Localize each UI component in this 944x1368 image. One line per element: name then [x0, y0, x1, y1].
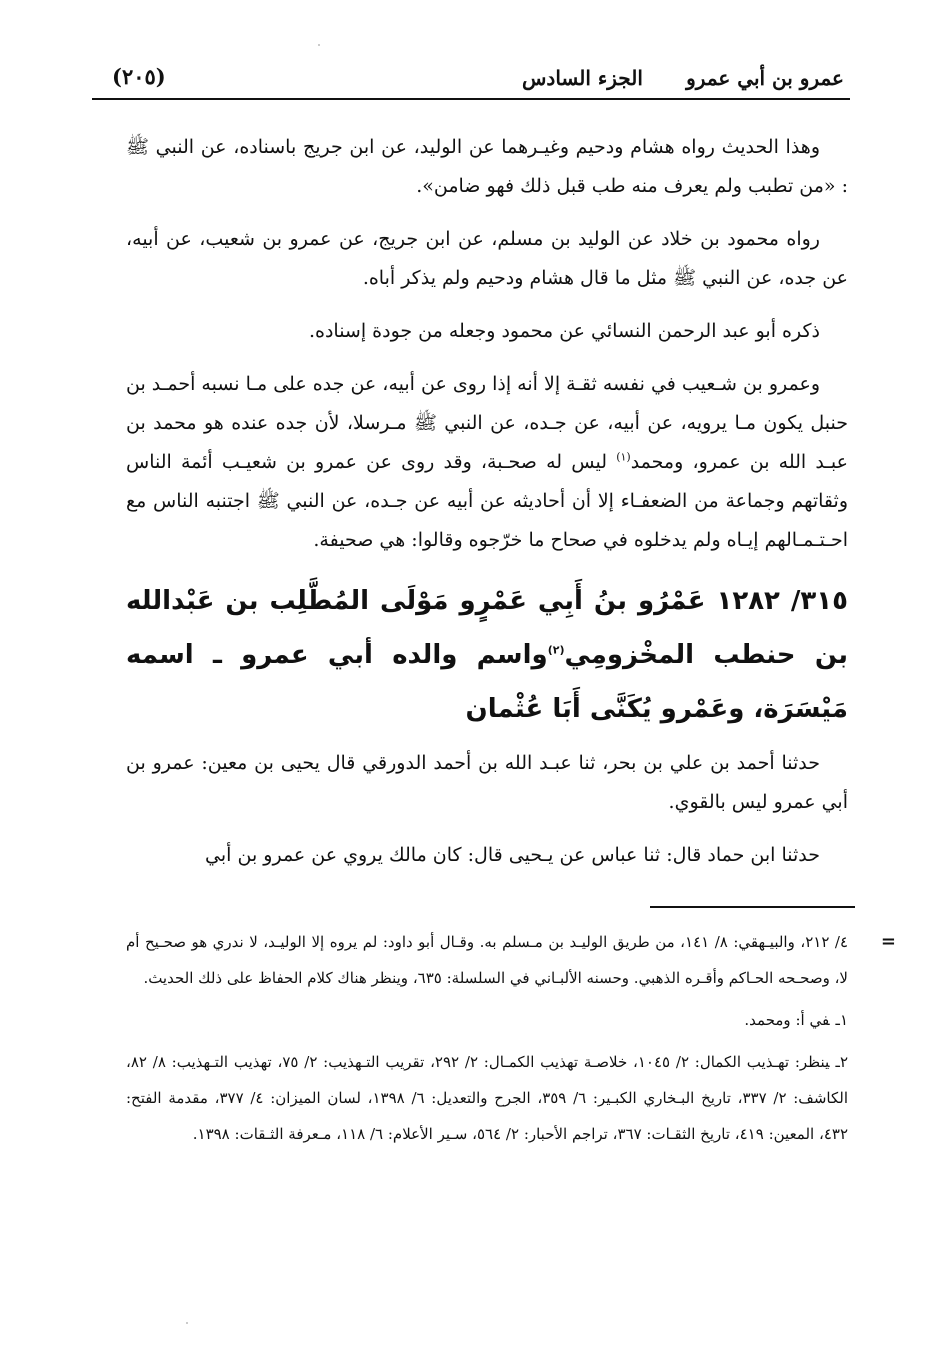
footnote-1-number: ١ـ: [835, 1011, 848, 1029]
paragraph-6: حدثنا ابن حماد قال: ثنا عباس عن يـحيى قال: كان مالك يروي عن عمرو بن أبي: [205, 844, 820, 866]
footnotes: [126, 924, 896, 1158]
scan-speck: [318, 44, 320, 46]
running-header: [92, 58, 850, 100]
footnote-separator: [650, 906, 855, 908]
scan-speck: [186, 1322, 188, 1324]
paragraph-4: [126, 365, 848, 560]
running-title: عمرو بن أبي عمرو: [686, 66, 844, 90]
entry-heading-part-b: واسم والده أبي عمرو ـ اسمه مَيْسَرَة، وعَمْرو يُكَنَّى أَبَا عُثْمان: [126, 640, 848, 724]
footnote-1-text: في أ: ومحمد.: [744, 1011, 830, 1029]
entry-heading-part-a: ٣١٥/ ١٢٨٢ عَمْرُو بنُ أَبِي عَمْرٍو مَوْلَى المُطَّلِب بن عَبْدالله بن حنطب المخْزومِي: [126, 586, 848, 670]
paragraph-4-part-b: ليس له صحـبة، وقد روى عن عمرو بن شعيـب أئمة الناس وثقاتهم وجماعة من الضعفـاء إلا أن أحاديثه عن أبيه عن جـده، عن النبي ﷺ اجتنبه الناس مع احـتـمـالهم إيـاه ولم يدخلوه في صحاح ما خرّجوه وقالوا: هي صحيفة.: [126, 451, 848, 551]
footnote-continuation: [126, 924, 896, 996]
footnote-ref-1: (١): [616, 450, 631, 464]
footnote-2: [126, 1044, 848, 1152]
footnote-1: [126, 1002, 848, 1038]
continuation-text: ٤/ ٢١٢، والبيـهقي: ٨/ ١٤١، من طريق الوليـد بن مـسلم به. وقـال أبو داود: لم يروه إلا الوليـد، لا ندري هو صحـيح أم لا، وصحـحه الحـاكم وأقـره الذهبي. وحسنه الألبـاني في السلسلة: ٦٣٥، وينظر هناك كلام الحفاظ على ذلك الحديث.: [126, 933, 849, 987]
page-number: (٢٠٥): [112, 64, 166, 89]
paragraph-3: ذكره أبو عبد الرحمن النسائي عن محمود وجعله من جودة إسناده.: [308, 320, 820, 342]
footnote-2-text: ينظر: تهـذيب الكمال: ٢/ ١٠٤٥، خلاصـة تهذيب الكمـال: ٢/ ٢٩٢، تقريب التـهذيب: ٢/ ٧٥، تهذيب التـهذيب: ٨/ ٨٢، الكاشف: ٢/ ٣٣٧، تاريخ البـخاري الكبـير: ٦/ ٣٥٩، الجرح والتعديل: ٦/ ١٣٩٨، لسان الميزان: ٤/ ٣٧٧، مقدمة الفتح: ٤٣٢، المعين: ٤١٩، تاريخ الثقـات: ٣٦٧، تراجم الأحبار: ٢/ ٥٦٤، سـير الأعلام: ٦/ ١١٨، مـعرفة الثـقات: ١٣٩٨.: [126, 1053, 848, 1143]
entry-heading: [126, 574, 848, 736]
footnote-ref-2: (٢): [547, 643, 565, 657]
paragraph-4-part-a: وعمرو بن شـعيب في نفسه ثقـة إلا أنه إذا روى عن أبيه، عن جده على مـا نسبه أحمـد بن حنبل يكون مـا يرويه، عن أبيه، عن جـده، عن النبي ﷺ مـرسلا، لأن جده عنده هو محمد بن عبـد الله بن عمرو، ومحمد: [126, 373, 848, 473]
volume-label: الجزء السادس: [522, 66, 643, 90]
main-text: [126, 128, 848, 875]
paragraph-1: وهذا الحديث رواه هشام ودحيم وغيـرهما عن الوليد، عن ابن جريج باسناده، عن النبي ﷺ : «من تطبب ولم يعرف منه طب قبل ذلك فهو ضامن».: [126, 136, 848, 197]
footnote-2-number: ٢ـ: [835, 1053, 848, 1071]
paragraph-5: حدثنا أحمد بن علي بن بحر، ثنا عبـد الله بن أحمد الدورقي قال يحيى بن معين: عمرو بن أبي عمرو ليس بالقوي.: [126, 752, 848, 813]
continuation-mark: =: [880, 931, 896, 952]
paragraph-2: رواه محمود بن خلاد عن الوليد بن مسلم، عن ابن جريج، عن عمرو بن شعيب، عن أبيه، عن جده، عن النبي ﷺ مثل ما قال هشام ودحيم ولم يذكر أباه.: [126, 228, 848, 289]
